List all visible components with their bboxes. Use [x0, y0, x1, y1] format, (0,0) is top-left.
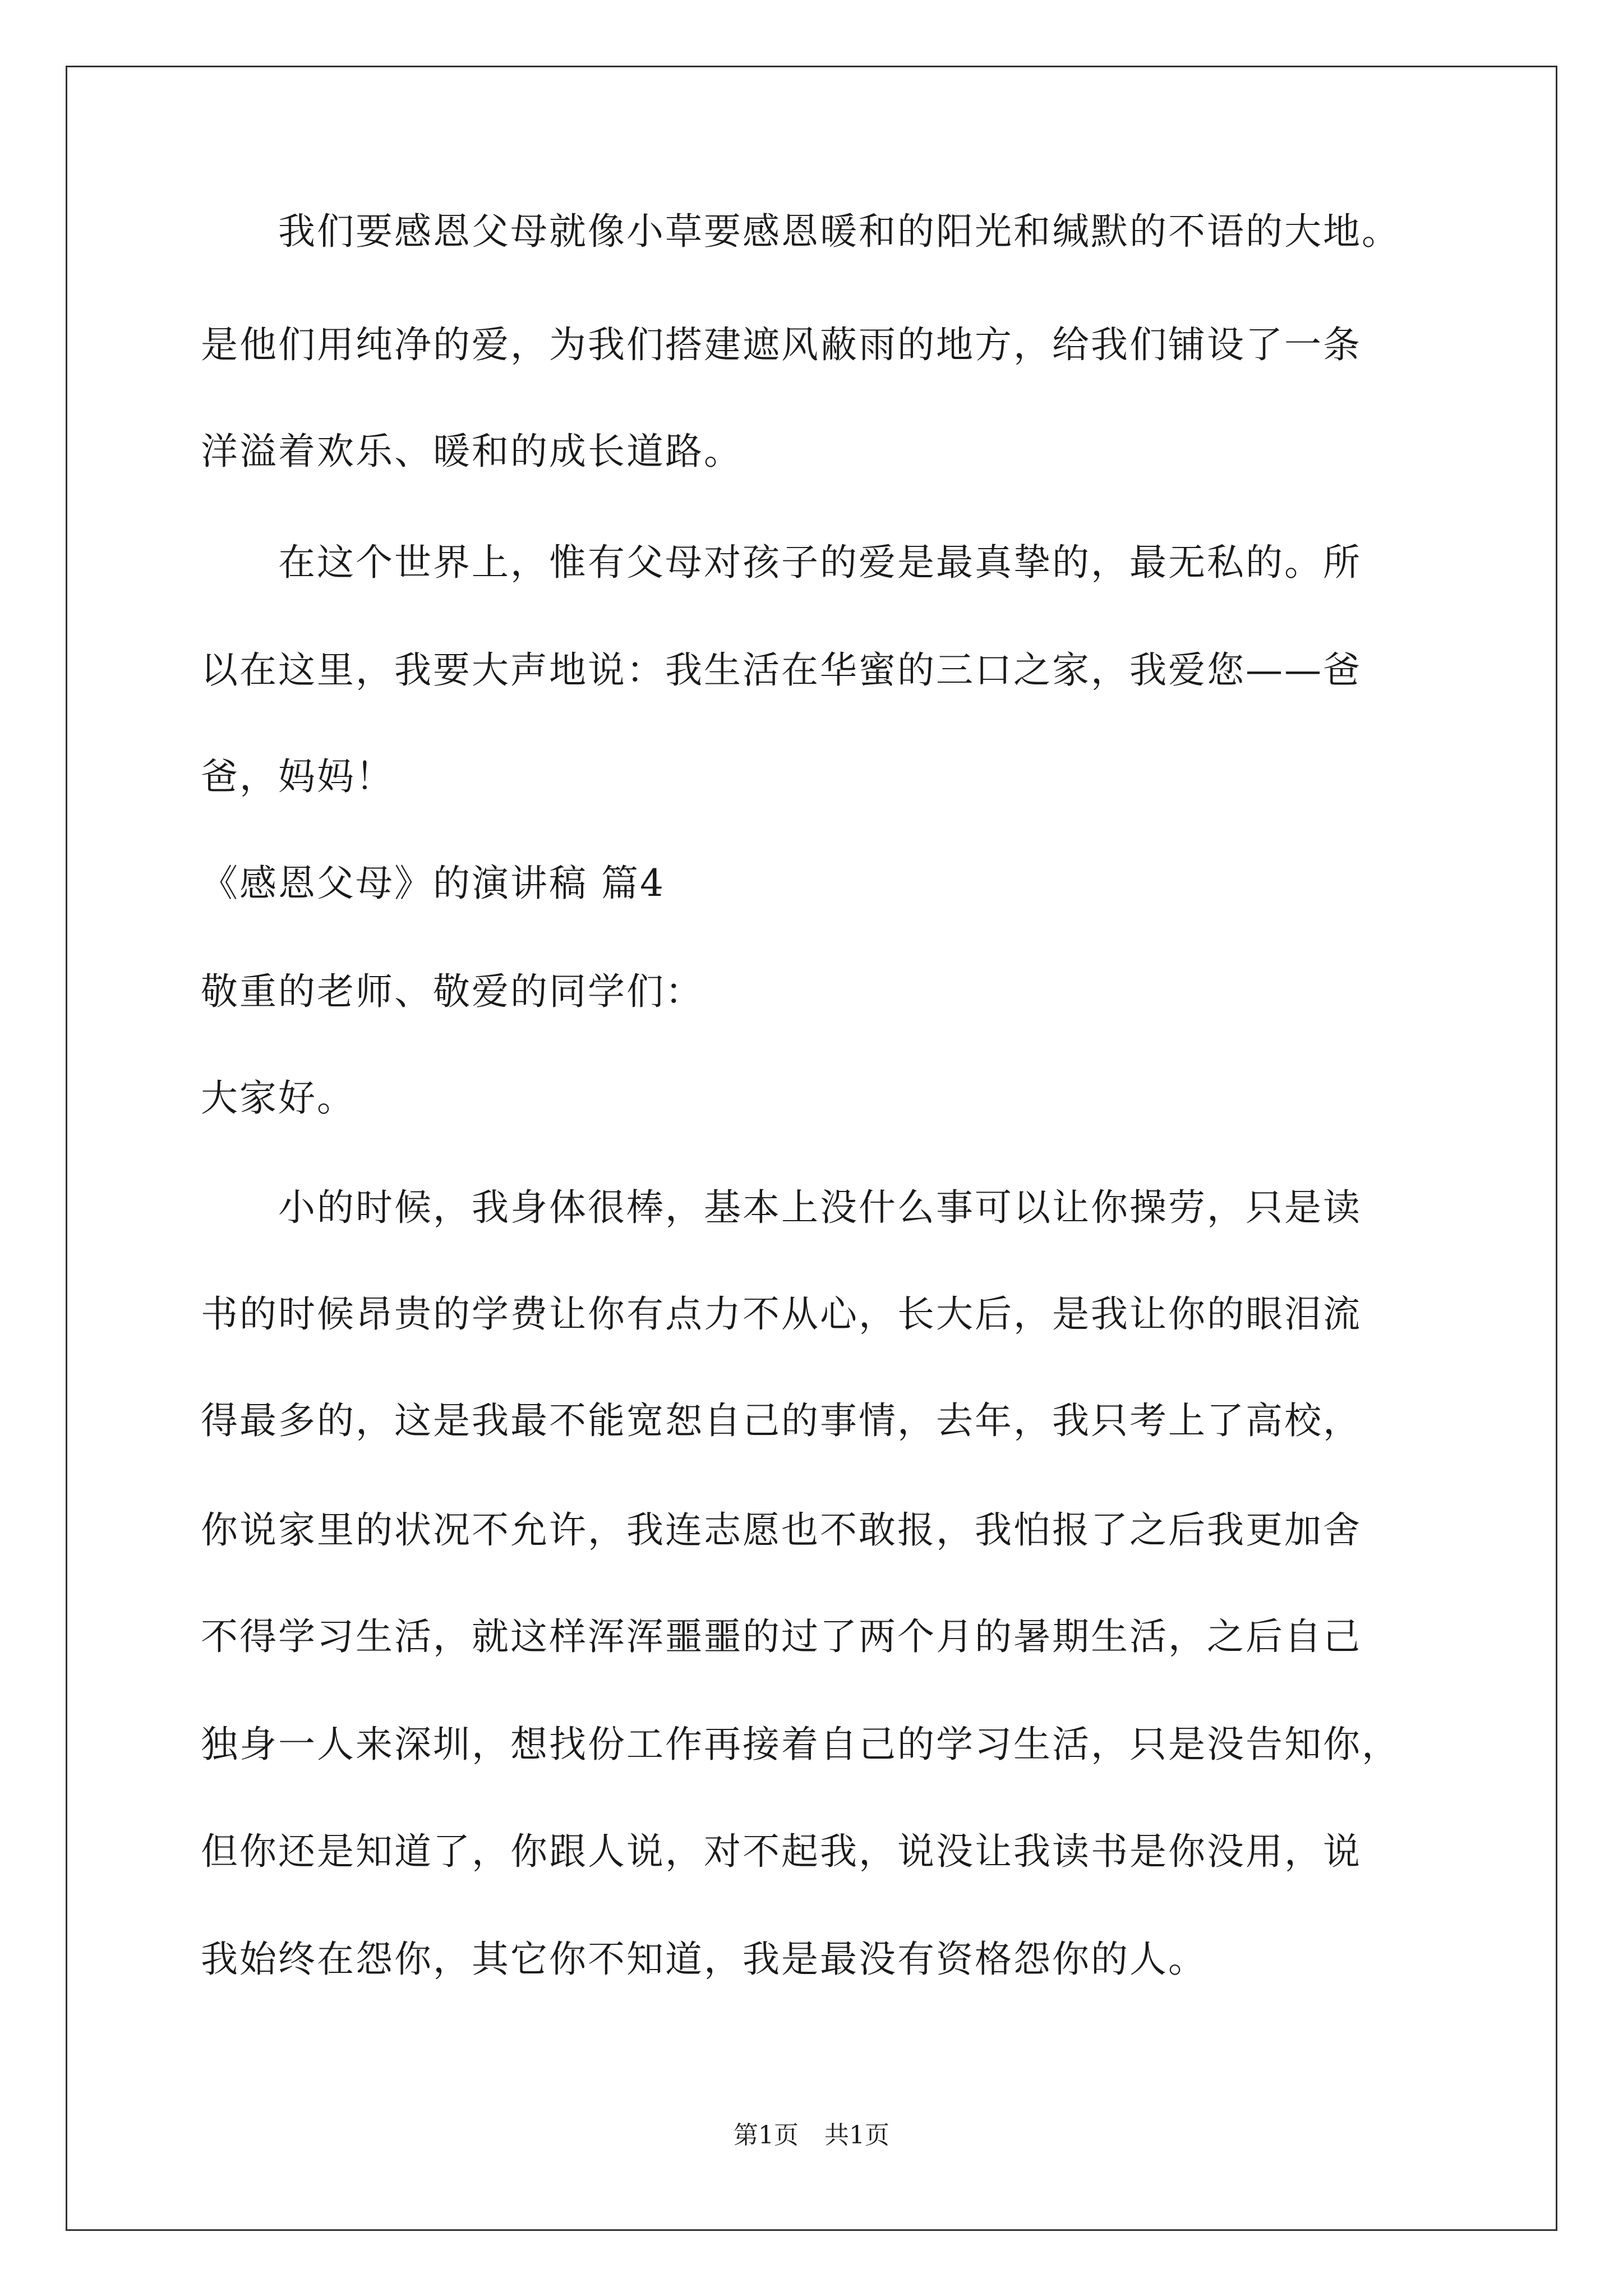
- page-total: 共1页: [824, 2121, 889, 2150]
- section-heading: 《感恩父母》的演讲稿 篇4: [201, 862, 665, 905]
- page-border: [66, 66, 1557, 2231]
- paragraph-line: 独身一人来深圳，想找份工作再接着自己的学习生活，只是没告知你，: [201, 1723, 1400, 1766]
- page-footer: [0, 2123, 1623, 2148]
- paragraph-line: 但你还是知道了，你跟人说，对不起我，说没让我读书是你没用，说: [201, 1830, 1362, 1873]
- paragraph-line: 不得学习生活，就这样浑浑噩噩的过了两个月的暑期生活，之后自己: [201, 1615, 1362, 1658]
- paragraph-line: 爸，妈妈！: [201, 755, 394, 798]
- greeting: 大家好。: [201, 1076, 356, 1120]
- paragraph-line: 洋溢着欢乐、暖和的成长道路。: [201, 430, 743, 473]
- paragraph-line: 我始终在怨你，其它你不知道，我是最没有资格怨你的人。: [201, 1938, 1207, 1981]
- paragraph-line: 在这个世界上，惟有父母对孩子的爱是最真挚的，最无私的。所: [201, 541, 1362, 584]
- paragraph-line: 我们要感恩父母就像小草要感恩暖和的阳光和缄默的不语的大地。: [201, 210, 1400, 253]
- paragraph-line: 以在这里，我要大声地说：我生活在华蜜的三口之家，我爱您——爸: [201, 648, 1362, 692]
- paragraph-line: 你说家里的状况不允许，我连志愿也不敢报，我怕报了之后我更加舍: [201, 1508, 1362, 1552]
- paragraph-line: 书的时候昂贵的学费让你有点力不从心，长大后，是我让你的眼泪流: [201, 1292, 1362, 1336]
- salutation: 敬重的老师、敬爱的同学们：: [201, 970, 704, 1013]
- paragraph-line: 得最多的，这是我最不能宽恕自己的事情，去年，我只考上了高校，: [201, 1399, 1362, 1442]
- paragraph-line: 小的时候，我身体很棒，基本上没什么事可以让你操劳，只是读: [201, 1186, 1362, 1229]
- page-number: 第1页: [734, 2121, 799, 2150]
- paragraph-line: 是他们用纯净的爱，为我们搭建遮风蔽雨的地方，给我们铺设了一条: [201, 323, 1362, 366]
